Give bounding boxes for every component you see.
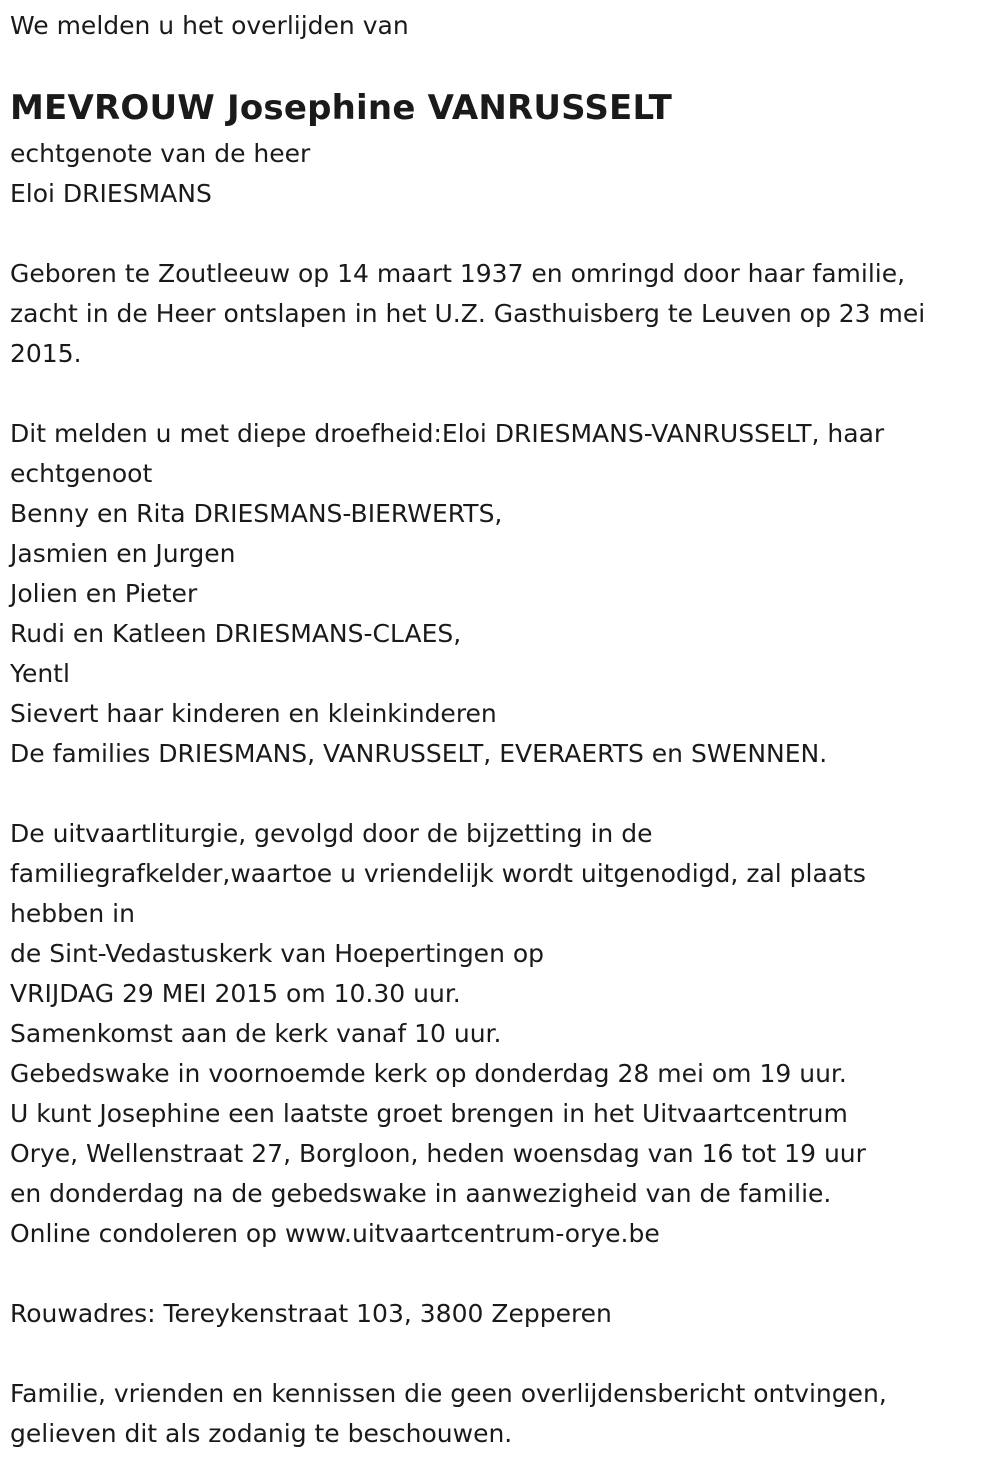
- ceremony-paragraph: [10, 814, 990, 1254]
- birth-paragraph: [10, 254, 990, 374]
- mourner-line: Sievert haar kinderen en kleinkinderen: [10, 699, 497, 728]
- mourner-line: De families DRIESMANS, VANRUSSELT, EVERAERTS en SWENNEN.: [10, 739, 828, 768]
- ceremony-date: VRIJDAG 29 MEI 2015 om 10.30 uur.: [10, 979, 461, 1008]
- mourner-line: Dit melden u met diepe droefheid:Eloi DRIESMANS-VANRUSSELT, haar: [10, 419, 885, 448]
- spacer: [10, 214, 990, 254]
- ceremony-line: Samenkomst aan de kerk vanaf 10 uur.: [10, 1019, 502, 1048]
- mourner-line: Yentl: [10, 659, 70, 688]
- mourners-list: [10, 414, 990, 774]
- intro-text: We melden u het overlijden van: [10, 11, 409, 40]
- closing-paragraph: [10, 1374, 990, 1454]
- spacer: [10, 1334, 990, 1374]
- ceremony-line: U kunt Josephine een laatste groet brengen in het Uitvaartcentrum: [10, 1099, 848, 1128]
- birth-line: zacht in de Heer ontslapen in het U.Z. Gasthuisberg te Leuven op 23 mei: [10, 299, 926, 328]
- birth-line: Geboren te Zoutleeuw op 14 maart 1937 en omringd door haar familie,: [10, 259, 906, 288]
- ceremony-line: de Sint-Vedastuskerk van Hoepertingen op: [10, 939, 545, 968]
- deceased-name: MEVROUW Josephine VANRUSSELT: [10, 88, 673, 128]
- spouse-name: Eloi DRIESMANS: [10, 179, 212, 208]
- spacer: [10, 374, 990, 414]
- birth-line: 2015.: [10, 339, 82, 368]
- mourner-line: Benny en Rita DRIESMANS-BIERWERTS,: [10, 499, 503, 528]
- mourner-line: echtgenoot: [10, 459, 153, 488]
- ceremony-line: Orye, Wellenstraat 27, Borgloon, heden woensdag van 16 tot 19 uur: [10, 1139, 866, 1168]
- closing-line: Familie, vrienden en kennissen die geen overlijdensbericht ontvingen,: [10, 1379, 887, 1408]
- mourner-line: Rudi en Katleen DRIESMANS-CLAES,: [10, 619, 462, 648]
- condolence-link[interactable]: Online condoleren op www.uitvaartcentrum-orye.be: [10, 1219, 660, 1248]
- mourner-line: Jolien en Pieter: [10, 579, 198, 608]
- spacer: [10, 46, 990, 78]
- ceremony-line: De uitvaartliturgie, gevolgd door de bijzetting in de: [10, 819, 653, 848]
- ceremony-line: Gebedswake in voornoemde kerk op donderdag 28 mei om 19 uur.: [10, 1059, 847, 1088]
- mourning-address: Rouwadres: Tereykenstraat 103, 3800 Zepperen: [10, 1299, 612, 1328]
- mourner-line: Jasmien en Jurgen: [10, 539, 236, 568]
- spacer: [10, 1254, 990, 1294]
- ceremony-line: familiegrafkelder,waartoe u vriendelijk wordt uitgenodigd, zal plaats: [10, 859, 866, 888]
- closing-line: gelieven dit als zodanig te beschouwen.: [10, 1419, 513, 1448]
- spouse-relation: echtgenote van de heer: [10, 139, 311, 168]
- ceremony-line: en donderdag na de gebedswake in aanwezigheid van de familie.: [10, 1179, 832, 1208]
- spacer: [10, 774, 990, 814]
- ceremony-line: hebben in: [10, 899, 135, 928]
